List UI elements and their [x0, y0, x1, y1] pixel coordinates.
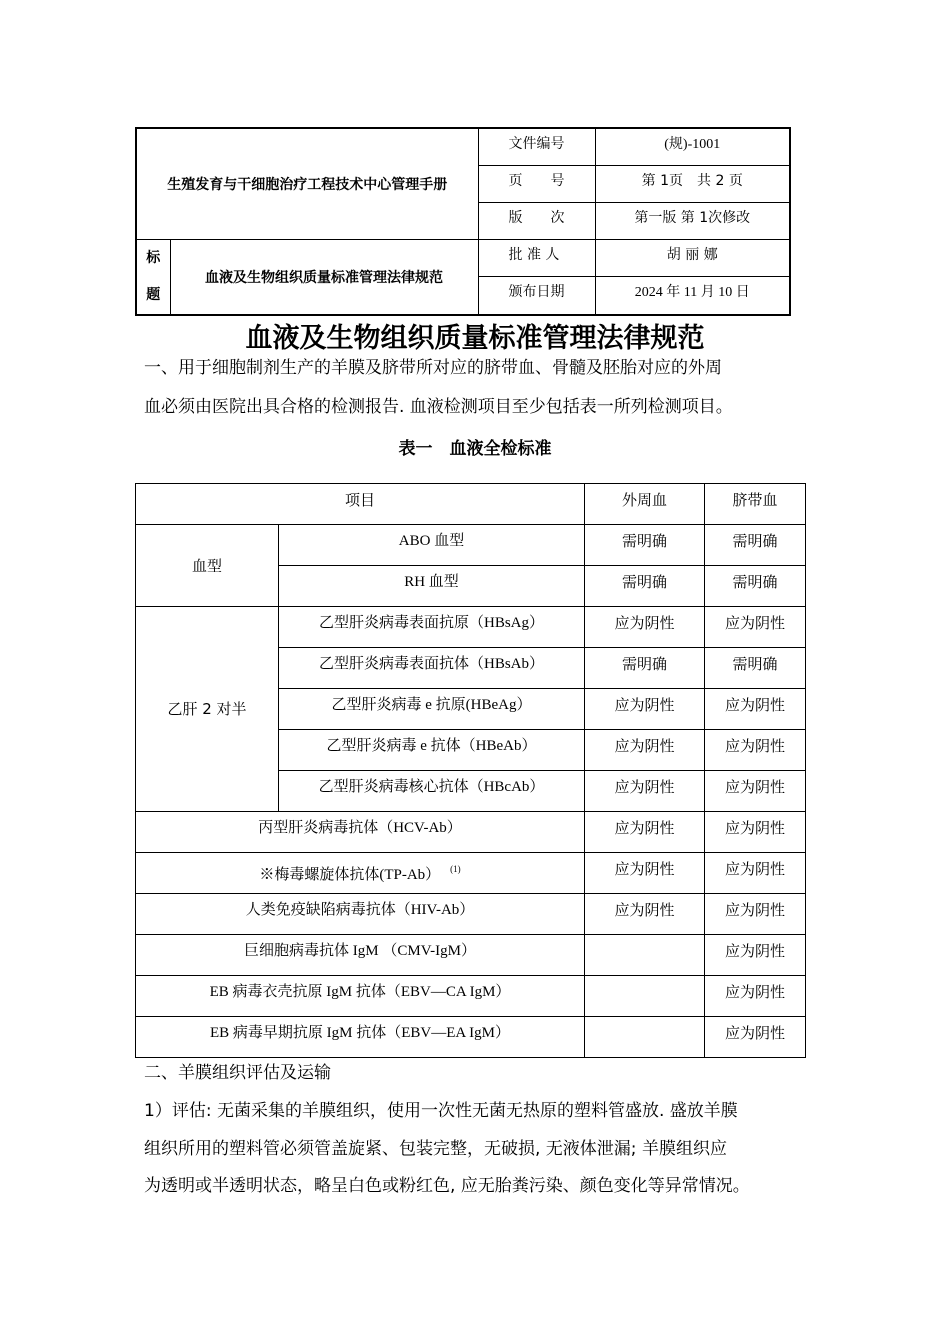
row-item: ABO 血型 [279, 525, 585, 566]
row-peripheral: 应为阴性 [585, 894, 705, 935]
issue-date-value: 2024 年 11 月 10 日 [595, 277, 790, 315]
row-item: 乙型肝炎病毒 e 抗原(HBeAg） [279, 689, 585, 730]
doc-title: 血液及生物组织质量标准管理法律规范 [170, 239, 478, 315]
row-cord: 应为阴性 [705, 607, 806, 648]
main-title: 血液及生物组织质量标准管理法律规范 [245, 323, 705, 354]
blood-test-table [135, 483, 806, 1058]
row-item: 丙型肝炎病毒抗体（HCV-Ab） [136, 812, 585, 853]
header-peripheral-blood: 外周血 [585, 484, 705, 525]
row-peripheral [585, 976, 705, 1017]
row-item: 人类免疫缺陷病毒抗体（HIV-Ab） [136, 894, 585, 935]
section2-heading: 二、羊膜组织评估及运输 [144, 1063, 331, 1083]
approver-label: 批 准 人 [478, 239, 595, 277]
table-row [136, 812, 806, 853]
section1-line-1: 一、用于细胞制剂生产的羊膜及脐带所对应的脐带血、骨髓及胚胎对应的外周 [144, 358, 722, 378]
row-item: 乙型肝炎病毒核心抗体（HBcAb） [279, 771, 585, 812]
table-caption: 表一 血液全检标准 [398, 439, 552, 459]
page-label: 页 号 [478, 165, 595, 202]
title-label [136, 239, 170, 315]
header-item: 项目 [136, 484, 585, 525]
row-cord: 需明确 [705, 566, 806, 607]
section2-line-1: 1）评估: 无菌采集的羊膜组织，使用一次性无菌无热原的塑料管盛放. 盛放羊膜 [144, 1101, 738, 1121]
title-label-line-2: 题 [146, 286, 161, 303]
row-cord: 需明确 [705, 648, 806, 689]
edition-value: 第一版 第 1次修改 [595, 202, 790, 239]
issue-date-label: 颁布日期 [478, 277, 595, 315]
row-cord: 应为阴性 [705, 730, 806, 771]
row-peripheral [585, 935, 705, 976]
header-cord-blood: 脐带血 [705, 484, 806, 525]
row-item: 乙型肝炎病毒 e 抗体（HBeAb） [279, 730, 585, 771]
section2-line-2: 组织所用的塑料管必须管盖旋紧、包装完整，无破损, 无液体泄漏; 羊膜组织应 [144, 1139, 727, 1159]
approver-value: 胡 丽 娜 [595, 239, 790, 277]
table-row [136, 1017, 806, 1058]
manual-name: 生殖发育与干细胞治疗工程技术中心管理手册 [136, 128, 478, 239]
row-cord: 应为阴性 [705, 689, 806, 730]
row-item: RH 血型 [279, 566, 585, 607]
row-item: EB 病毒衣壳抗原 IgM 抗体（EBV—CA IgM） [136, 976, 585, 1017]
row-peripheral: 需明确 [585, 566, 705, 607]
section2-line-3: 为透明或半透明状态，略呈白色或粉红色, 应无胎粪污染、颜色变化等异常情况。 [144, 1176, 750, 1196]
row-cord: 应为阴性 [705, 894, 806, 935]
row-peripheral: 需明确 [585, 525, 705, 566]
table-row [136, 976, 806, 1017]
table-row [136, 525, 806, 566]
table-row [136, 607, 806, 648]
row-cord: 应为阴性 [705, 935, 806, 976]
row-peripheral: 需明确 [585, 648, 705, 689]
title-label-line-1: 标 [146, 249, 161, 266]
row-item-text: ※梅毒螺旋体抗体(TP-Ab） [259, 867, 441, 883]
table-row [136, 853, 806, 894]
group-blood-type: 血型 [136, 525, 279, 607]
row-cord: 应为阴性 [705, 976, 806, 1017]
row-item: 巨细胞病毒抗体 IgM （CMV-IgM） [136, 935, 585, 976]
row-cord: 应为阴性 [705, 1017, 806, 1058]
row-item: 乙型肝炎病毒表面抗原（HBsAg） [279, 607, 585, 648]
row-peripheral: 应为阴性 [585, 607, 705, 648]
row-peripheral: 应为阴性 [585, 771, 705, 812]
page-value: 第 1页 共 2 页 [595, 165, 790, 202]
table-row [136, 935, 806, 976]
group-hbv: 乙肝 2 对半 [136, 607, 279, 812]
row-cord: 应为阴性 [705, 812, 806, 853]
row-peripheral [585, 1017, 705, 1058]
row-peripheral: 应为阴性 [585, 812, 705, 853]
row-item: EB 病毒早期抗原 IgM 抗体（EBV—EA IgM） [136, 1017, 585, 1058]
row-cord: 应为阴性 [705, 853, 806, 894]
table-row [136, 894, 806, 935]
footnote-marker: (1) [450, 864, 461, 874]
row-peripheral: 应为阴性 [585, 853, 705, 894]
doc-number-label: 文件编号 [478, 128, 595, 165]
row-peripheral: 应为阴性 [585, 730, 705, 771]
table-header-row [136, 484, 806, 525]
row-cord: 应为阴性 [705, 771, 806, 812]
row-item: 乙型肝炎病毒表面抗体（HBsAb） [279, 648, 585, 689]
row-peripheral: 应为阴性 [585, 689, 705, 730]
section1-line-2: 血必须由医院出具合格的检测报告. 血液检测项目至少包括表一所列检测项目。 [144, 397, 733, 417]
doc-number-value: (规)-1001 [595, 128, 790, 165]
row-item [136, 853, 585, 894]
edition-label: 版 次 [478, 202, 595, 239]
row-cord: 需明确 [705, 525, 806, 566]
document-header-table [135, 127, 791, 316]
